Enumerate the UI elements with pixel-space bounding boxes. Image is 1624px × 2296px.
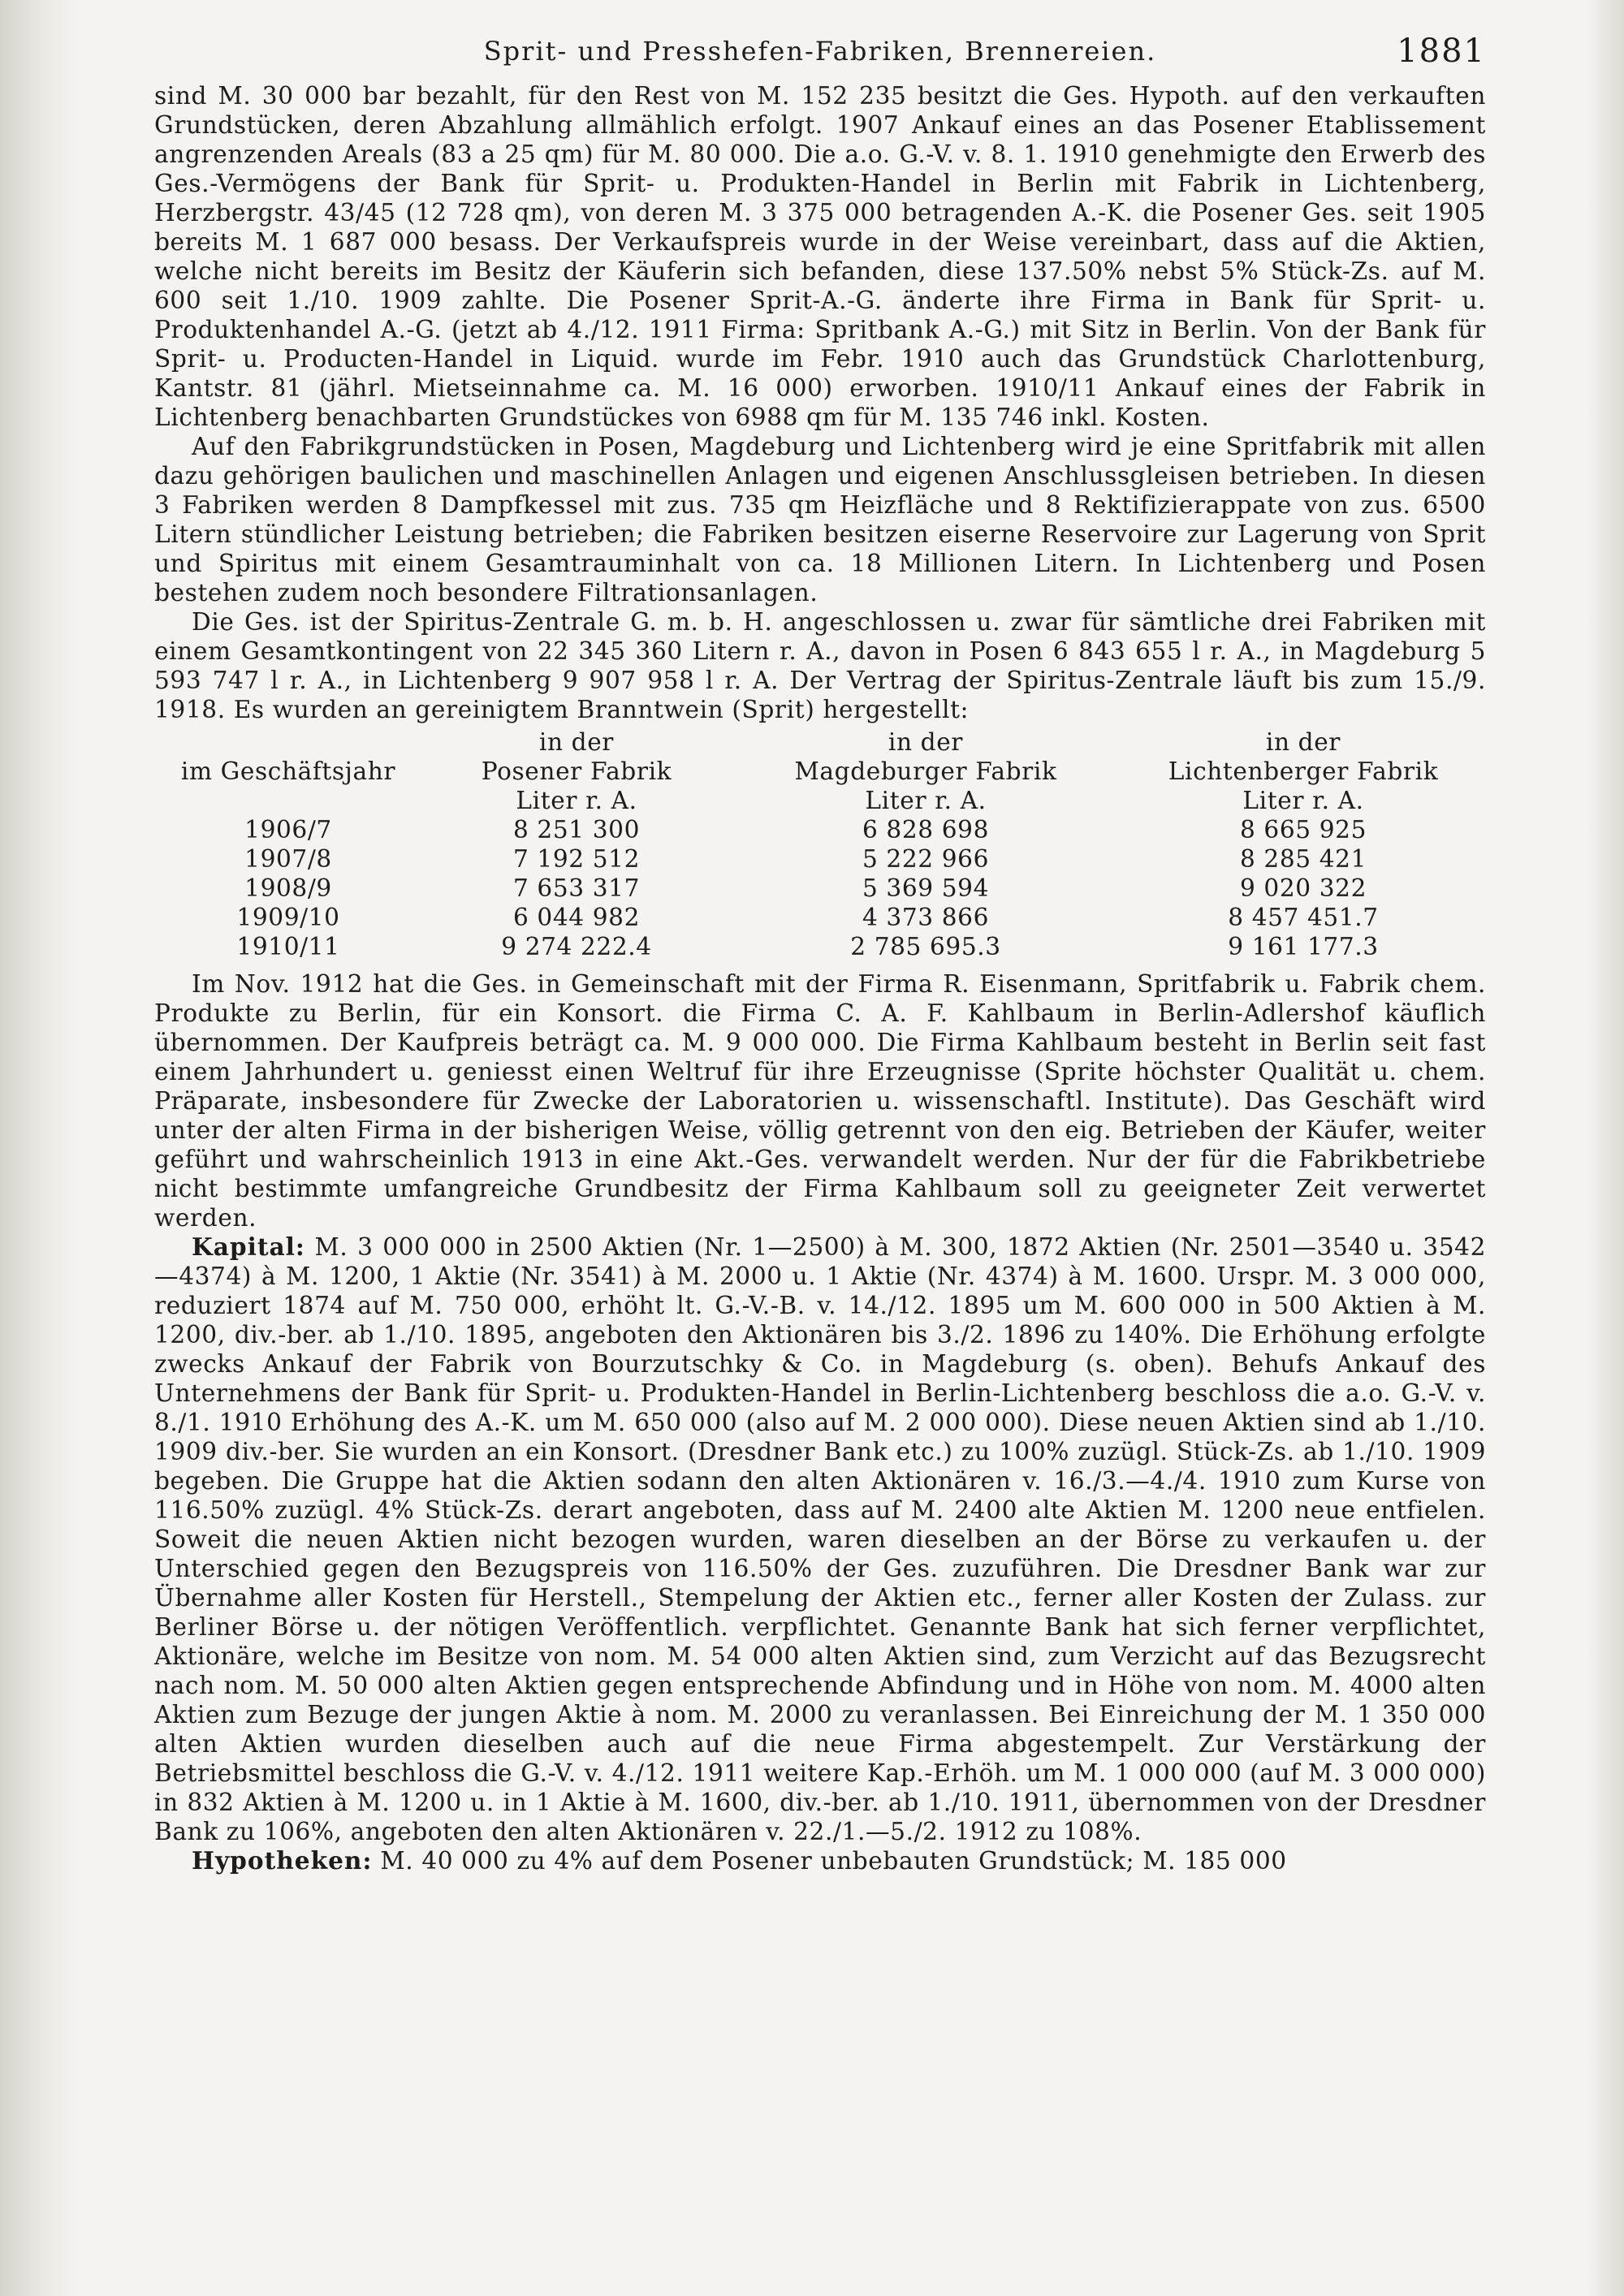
cell-year: 1908/9	[244, 874, 332, 902]
cell-lichtenberg: 8 665 925	[1239, 816, 1367, 844]
cell-year: 1909/10	[236, 904, 340, 931]
document-page	[154, 32, 1486, 1875]
cell-lichtenberg: 9 161 177.3	[1228, 933, 1379, 960]
cell-magdeburg: 5 369 594	[862, 874, 989, 902]
paragraph-contingent: Die Ges. ist der Spiritus-Zentrale G. m. b. H. angeschlossen u. zwar für sämtliche drei Fabriken mit einem Gesamtkontingent von 22 345 360 Litern r. A., davon in Posen 6 843 655 l r. A., in Magdeburg 5 593 747 l r. A., in Lichtenberg 9 907 958 l r. A. Der Vertrag der Spiritus-Zentrale läuft bis zum 15./9. 1918. Es wurden an gereinigtem Branntwein (Sprit) hergestellt:	[154, 608, 1486, 723]
cell-posen: 6 044 982	[512, 904, 640, 931]
paragraph-acquisitions: sind M. 30 000 bar bezahlt, für den Rest von M. 152 235 besitzt die Ges. Hypoth. auf den verkauften Grundstücken, deren Abzahlung allmählich erfolgt. 1907 Ankauf eines an das Posener Etablissement angrenzenden Areals (83 a 25 qm) für M. 80 000. Die a.o. G.-V. v. 8. 1. 1910 genehmigte den Erwerb des Ges.-Vermögens der Bank für Sprit- u. Produkten-Handel in Berlin mit Fabrik in Lichtenberg, Herzbergstr. 43/45 (12 728 qm), von deren M. 3 375 000 betragenden A.-K. die Posener Ges. seit 1905 bereits M. 1 687 000 besass. Der Verkaufspreis wurde in der Weise vereinbart, dass auf die Aktien, welche nicht bereits im Besitz der Käuferin sich befanden, diese 137.50% nebst 5% Stück-Zs. auf M. 600 seit 1./10. 1909 zahlte. Die Posener Sprit-A.-G. änderte ihre Firma in Bank für Sprit- u. Produktenhandel A.-G. (jetzt ab 4./12. 1911 Firma: Spritbank A.-G.) mit Sitz in Berlin. Von der Bank für Sprit- u. Producten-Handel in Liquid. wurde im Febr. 1910 auch das Grundstück Charlottenburg, Kantstr. 81 (jährl. Mietseinnahme ca. M. 16 000) erworben. 1910/11 Ankauf eines der Fabrik in Lichtenberg benachbarten Grundstückes von 6988 qm für M. 135 746 inkl. Kosten.	[154, 82, 1486, 431]
kapital-label: Kapital:	[192, 1232, 305, 1261]
paragraph-kapital	[154, 1232, 1486, 1846]
cell-lichtenberg: 9 020 322	[1239, 874, 1367, 902]
header-magdeburg: in der Magdeburger Fabrik Liter r. A.	[794, 728, 1057, 814]
cell-magdeburg: 6 828 698	[862, 816, 989, 844]
hypotheken-text: M. 40 000 zu 4% auf dem Posener unbebauten Grundstück; M. 185 000	[380, 1847, 1287, 1875]
hypotheken-label: Hypotheken:	[192, 1846, 373, 1875]
page-number: 1881	[1397, 32, 1486, 70]
cell-magdeburg: 5 222 966	[862, 845, 989, 873]
production-table	[154, 727, 1486, 961]
table-row	[154, 844, 1486, 874]
table-header-row	[154, 727, 1486, 815]
cell-lichtenberg: 8 457 451.7	[1228, 904, 1379, 931]
scan-left-edge	[0, 0, 81, 2296]
running-title: Sprit- und Presshefen-Fabriken, Brennereien.	[483, 36, 1157, 67]
table-row	[154, 874, 1486, 903]
cell-year: 1910/11	[236, 933, 340, 960]
table-row	[154, 903, 1486, 932]
cell-posen: 7 192 512	[512, 845, 640, 873]
cell-posen: 9 274 222.4	[501, 933, 652, 960]
header-lichtenberg: in der Lichtenberger Fabrik Liter r. A.	[1168, 728, 1439, 814]
paragraph-factories: Auf den Fabrikgrundstücken in Posen, Magdeburg und Lichtenberg wird je eine Spritfabrik mit allen dazu gehörigen baulichen und maschinellen Anlagen und eigenen Anschlussgleisen betrieben. In diesen 3 Fabriken werden 8 Dampfkessel mit zus. 735 qm Heizfläche und 8 Rektifizierappate von zus. 6500 Litern stündlicher Leistung betrieben; die Fabriken besitzen eiserne Reservoire zur Lagerung von Sprit und Spiritus mit einem Gesamtrauminhalt von ca. 18 Millionen Litern. In Lichtenberg und Posen bestehen zudem noch besondere Filtrationsanlagen.	[154, 433, 1486, 606]
paragraph-kahlbaum: Im Nov. 1912 hat die Ges. in Gemeinschaft mit der Firma R. Eisenmann, Spritfabrik u. Fabrik chem. Produkte zu Berlin, für ein Konsort. die Firma C. A. F. Kahlbaum in Berlin-Adlershof käuflich übernommen. Der Kaufpreis beträgt ca. M. 9 000 000. Die Firma Kahlbaum besteht in Berlin seit fast einem Jahrhundert u. geniesst einen Weltruf für ihre Erzeugnisse (Sprite höchster Qualität u. chem. Präparate, insbesondere für Zwecke der Laboratorien u. wissenschaftl. Institute). Das Geschäft wird unter der alten Firma in der bisherigen Weise, völlig getrennt von den eig. Betrieben der Käufer, weiter geführt und wahrscheinlich 1913 in eine Akt.-Ges. verwandelt werden. Nur der für die Fabrikbetriebe nicht bestimmte umfangreiche Grundbesitz der Firma Kahlbaum soll zu geeigneter Zeit verwertet werden.	[154, 970, 1486, 1232]
header-posen: in der Posener Fabrik Liter r. A.	[481, 728, 672, 814]
table-row	[154, 932, 1486, 961]
header-year: im Geschäftsjahr	[180, 757, 396, 785]
cell-lichtenberg: 8 285 421	[1239, 845, 1367, 873]
cell-posen: 8 251 300	[512, 816, 640, 844]
scan-right-edge	[1587, 0, 1624, 2296]
body-text	[154, 81, 1486, 1875]
kapital-text: M. 3 000 000 in 2500 Aktien (Nr. 1—2500) à M. 300, 1872 Aktien (Nr. 2501—3540 u. 3542—4374) à M. 1200, 1 Aktie (Nr. 3541) à M. 2000 u. 1 Aktie (Nr. 4374) à M. 1600. Urspr. M. 3 000 000, reduziert 1874 auf M. 750 000, erhöht lt. G.-V.-B. v. 14./12. 1895 um M. 600 000 in 500 Aktien à M. 1200, div.-ber. ab 1./10. 1895, angeboten den Aktionären bis 3./2. 1896 zu 140%. Die Erhöhung erfolgte zwecks Ankauf der Fabrik von Bourzutschky & Co. in Magdeburg (s. oben). Behufs Ankauf des Unternehmens der Bank für Sprit- u. Produkten-Handel in Berlin-Lichtenberg beschloss die a.o. G.-V. v. 8./1. 1910 Erhöhung des A.-K. um M. 650 000 (also auf M. 2 000 000). Diese neuen Aktien sind ab 1./10. 1909 div.-ber. Sie wurden an ein Konsort. (Dresdner Bank etc.) zu 100% zuzügl. Stück-Zs. ab 1./10. 1909 begeben. Die Gruppe hat die Aktien sodann den alten Aktionären v. 16./3.—4./4. 1910 zum Kurse von 116.50% zuzügl. 4% Stück-Zs. derart angeboten, dass auf M. 2400 alte Aktien M. 1200 neue entfielen. Soweit die neuen Aktien nicht bezogen wurden, waren dieselben an der Börse zu verkaufen u. der Unterschied gegen den Bezugspreis von 116.50% der Ges. zuzuführen. Die Dresdner Bank war zur Übernahme aller Kosten für Herstell., Stempelung der Aktien etc., ferner aller Kosten der Zulass. zur Berliner Börse u. der nötigen Veröffentlich. verpflichtet. Genannte Bank hat sich ferner verpflichtet, Aktionäre, welche im Besitze von nom. M. 54 000 alten Aktien sind, zum Verzicht auf das Bezugsrecht nach nom. M. 50 000 alten Aktien gegen entsprechende Abfindung und in Höhe von nom. M. 4000 alten Aktien zum Bezuge der jungen Aktie à nom. M. 2000 zu veranlassen. Bei Einreichung der M. 1 350 000 alten Aktien wurden dieselben auch auf die neue Firma abgestempelt. Zur Verstärkung der Betriebsmittel beschloss die G.-V. v. 4./12. 1911 weitere Kap.-Erhöh. um M. 1 000 000 (auf M. 3 000 000) in 832 Aktien à M. 1200 u. in 1 Aktie à M. 1600, div.-ber. ab 1./10. 1911, übernommen von der Dresdner Bank zu 106%, angeboten den alten Aktionären v. 22./1.—5./2. 1912 zu 108%.	[154, 1233, 1486, 1845]
cell-posen: 7 653 317	[512, 874, 640, 902]
table-row	[154, 815, 1486, 844]
paragraph-hypotheken	[154, 1846, 1486, 1875]
cell-magdeburg: 2 785 695.3	[850, 933, 1001, 960]
cell-magdeburg: 4 373 866	[862, 904, 989, 931]
page-header	[154, 32, 1486, 81]
cell-year: 1906/7	[244, 816, 332, 844]
cell-year: 1907/8	[244, 845, 332, 873]
